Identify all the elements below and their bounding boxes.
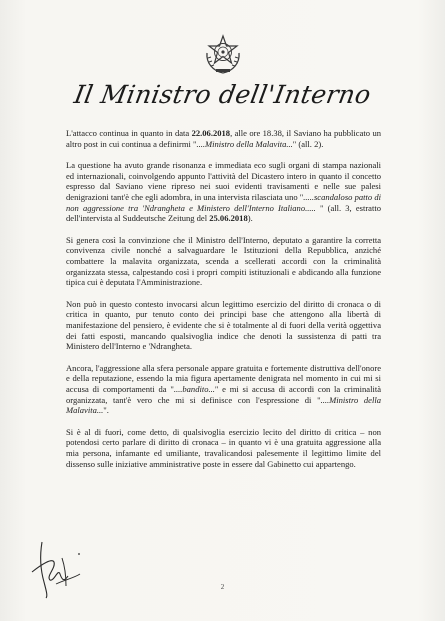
page-number: 2 (220, 583, 225, 591)
text-run: " e mi si accusa di accordi con la criminalità organizzata, tant'è vero che mi si definisce con l'espressione di " (66, 384, 381, 405)
ministry-heading: Il Ministro dell'Interno (71, 80, 374, 109)
text-run: ". (103, 405, 109, 416)
text-run: Ancora, l'aggressione alla sfera personale appare gratuita e fortemente distruttiva dell'onore e della reputazione, essendo la mia figura apertamente denigrata nel momento in cui mi si accusa di comportamenti da " (66, 362, 381, 395)
italic-quote: ....Ministro della Malavita... (196, 138, 293, 149)
text-run: La questione ha avuto grande risonanza e immediata eco sugli organi di stampa nazionali ed internazionali, coinvolgendo appunto l'attività del Dicastero intero in quanto il concetto espresso dal Saviano viene ripreso nei suoi evidenti travisamenti e nelle sue palesi denigrazioni tant'è che egli adombra, in una intervista rilasciata uno " (66, 159, 381, 203)
paragraph (66, 363, 381, 417)
text-run: Si è al di fuori, come detto, di qualsivoglia esercizio lecito del diritto di critica – non potendosi certo parlare di diritto di cronaca – in quanto vi è una gratuita aggressione alla mia persona, infamante ed umiliante, travalicandosi palesemente il legittimo limite del dissenso sulle iniziative amministrative poste in essere dal Gabinetto cui appartengo. (66, 426, 381, 469)
text-run: " (all. 2). (292, 138, 324, 149)
paragraph (66, 235, 381, 289)
paragraph (66, 427, 381, 470)
text-run: , alle ore 18.38, il Saviano ha pubblicato un altro post in cui continua a definirmi " (66, 128, 381, 149)
bold-date: 22.06.2018 (191, 128, 231, 138)
text-run: Si genera così la convinzione che il Ministro dell'Interno, deputato a garantire la corretta convivenza civile nonché a salvaguardare le Istituzioni della Repubblica, anziché combattere la malavita organizzata, scenda a scellerati accordi con la criminalità organizzata stessa, calpestando così i propri compiti istituzionali e abdicando alla funzione tipica cui è deputata l'Amministrazione. (66, 234, 381, 288)
bold-date: 25.06.2018 (209, 213, 248, 224)
italic-quote: .....scandaloso patto di non aggressione tra 'Ndrangheta e Ministero dell'Interno Italiano..... (66, 192, 381, 213)
text-run: " (all. 3, estratto dell'intervista al Suddeutsche Zeitung del (66, 202, 381, 224)
paragraph (66, 160, 381, 224)
italic-quote: ....Ministro della Malavita... (66, 394, 382, 416)
italian-republic-emblem-icon (203, 33, 243, 75)
paragraph (66, 128, 381, 149)
italic-quote: ....bandito... (173, 384, 215, 395)
text-run: L'attacco continua in quanto in data (66, 128, 192, 138)
document-body (66, 128, 381, 480)
text-run: ). (247, 213, 253, 224)
paragraph (66, 299, 381, 353)
text-run: Non può in questo contesto invocarsi alcun legittimo esercizio del diritto di cronaca o di critica in quanto, pur tenuto conto dei principi base che attengono alla libertà di manifestazione del pensiero, è evidente che si è totalmente al di fuori della verità oggettiva dei fatti esposti, mancando qualsivoglia indice che denoti la sussistenza di patti tra Ministero dell'Interno e 'Ndrangheta. (66, 298, 381, 352)
